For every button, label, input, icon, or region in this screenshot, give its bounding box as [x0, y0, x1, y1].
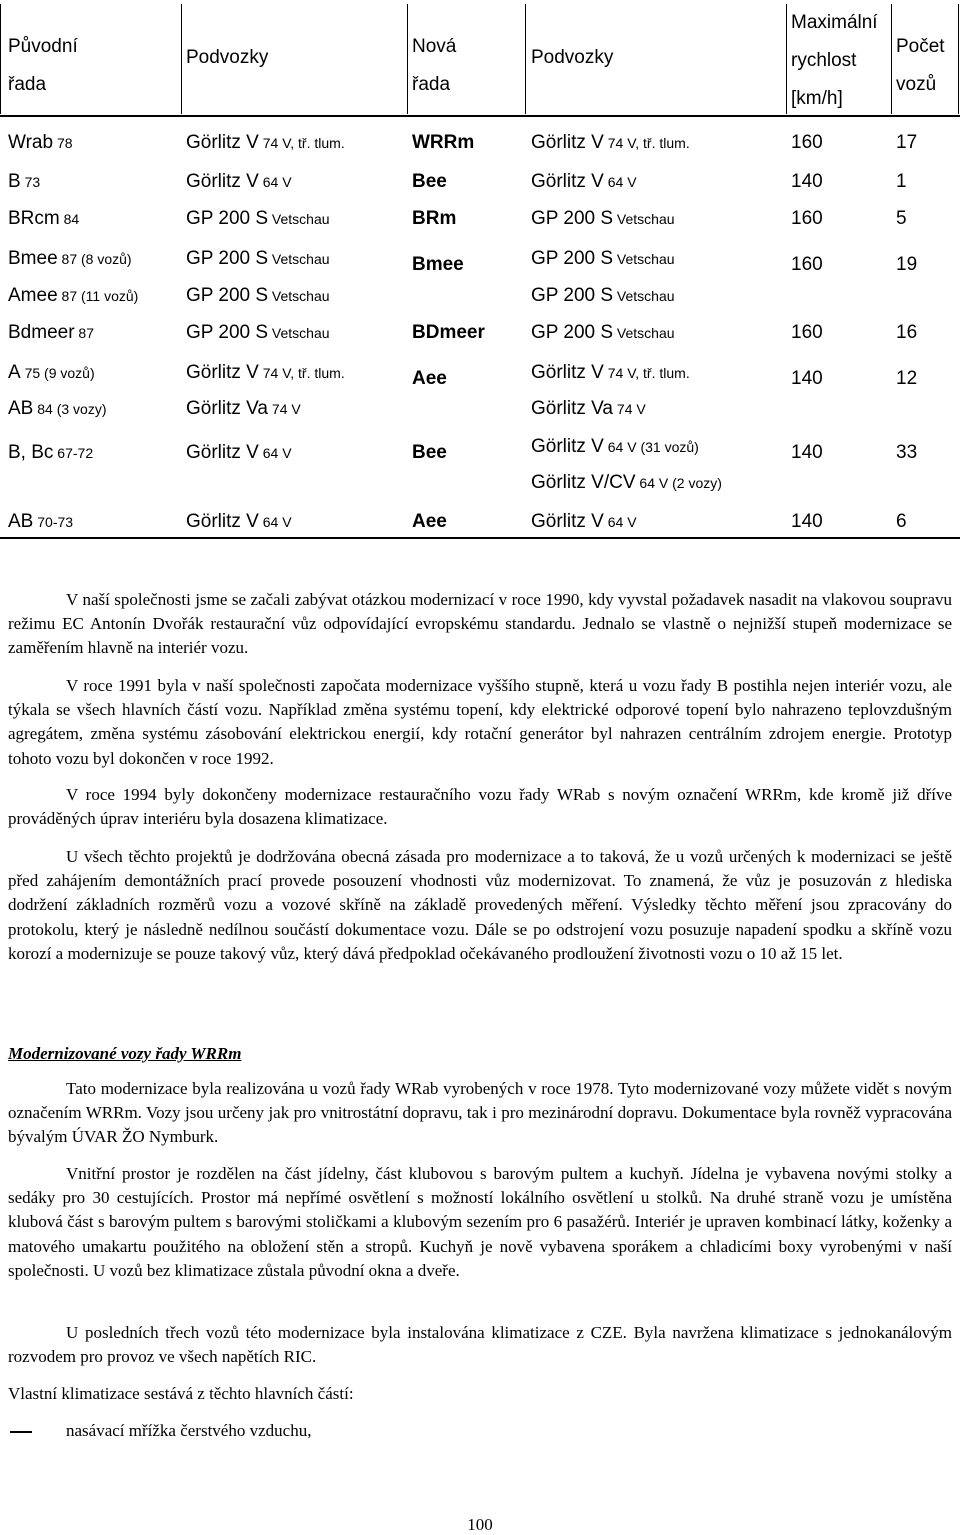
table-cell-nova-rada: Bee	[412, 442, 447, 463]
table-row: AB 70-73	[8, 511, 74, 532]
table-cell-speed: 140	[791, 442, 823, 463]
table-cell-podvozky: GP 200 S Vetschau	[531, 285, 675, 306]
paragraph: Vlastní klimatizace sestává z těchto hlavních částí:	[8, 1384, 354, 1403]
table-row-line-2: AB 84 (3 vozy)	[8, 398, 107, 419]
table-cell-podvozky: Görlitz Va 74 V	[531, 398, 646, 419]
table-cell-count: 19	[896, 254, 918, 275]
table-cell-count: 16	[896, 322, 918, 343]
table-cell-podvozky: GP 200 S Vetschau	[186, 285, 330, 306]
table-cell-nova-rada: BRm	[412, 208, 457, 229]
table-cell-podvozky: Görlitz V/CV 64 V (2 vozy)	[531, 472, 722, 493]
table-cell-podvozky: GP 200 S Vetschau	[186, 248, 330, 269]
table-cell-count: 12	[896, 368, 918, 389]
table-cell-nova-rada: Bmee	[412, 254, 464, 275]
table-cell-podvozky: Görlitz V 64 V	[531, 511, 637, 532]
table-cell-count: 17	[896, 132, 918, 153]
table-cell-speed: 140	[791, 171, 823, 192]
table-row: Bdmeer 87	[8, 322, 94, 343]
table-row: Wrab 78	[8, 132, 73, 153]
list-item: nasávací mřížka čerstvého vzduchu,	[8, 1419, 311, 1443]
page-number: 100	[467, 1515, 493, 1534]
table-cell-speed: 140	[791, 368, 823, 389]
table-row: Bmee 87 (8 vozů)	[8, 248, 132, 269]
table-cell-speed: 160	[791, 132, 823, 153]
table-cell-count: 5	[896, 208, 907, 229]
table-cell-speed: 140	[791, 511, 823, 532]
table-cell-podvozky: GP 200 S Vetschau	[531, 248, 675, 269]
table-cell-speed: 160	[791, 322, 823, 343]
table-cell-podvozky: Görlitz V 64 V	[186, 442, 292, 463]
table-cell-count: 1	[896, 171, 907, 192]
table-cell-podvozky: Görlitz V 74 V, tř. tlum.	[186, 362, 345, 383]
dash-bullet-icon	[10, 1431, 32, 1433]
table-cell-nova-rada: Aee	[412, 368, 447, 389]
table-cell-nova-rada: BDmeer	[412, 322, 485, 343]
table-cell-podvozky: Görlitz V 74 V, tř. tlum.	[531, 362, 690, 383]
table-cell-podvozky: Görlitz V 64 V	[531, 171, 637, 192]
table-cell-podvozky: Görlitz V 74 V, tř. tlum.	[531, 132, 690, 153]
table-cell-speed: 160	[791, 254, 823, 275]
table-row: A 75 (9 vozů)	[8, 362, 95, 383]
table-cell-nova-rada: WRRm	[412, 132, 475, 153]
paragraph: Tato modernizace byla realizována u vozů řady WRab vyrobených v roce 1978. Tyto modernizované vozy můžete vidět s novým označením WRRm. Vozy jsou určeny jak pro vnitrostátní dopravu, tak i pro mezinárodní dopravu. Dokumentace byla rovněž vypracována bývalým ÚVAR ŽO Nymburk.	[8, 1079, 952, 1147]
table-cell-podvozky: GP 200 S Vetschau	[186, 322, 330, 343]
paragraph: V roce 1994 byly dokončeny modernizace restauračního vozu řady WRab s novým označení WRRm, kde kromě již dříve prováděných úprav interiéru byla dosazena klimatizace.	[8, 785, 952, 829]
paragraph: U všech těchto projektů je dodržována obecná zásada pro modernizace a to taková, že u vozů určených k modernizaci se ještě před zahájením demontážních prací provede posouzení vhodnosti vůz modernizovat. To znamená, že vůz je posuzován z hlediska dodržení základních rozměrů vozu a vozové skříně na základě provedených měření. Výsledky těchto měření jsou zpracovány do protokolu, který je následně nedílnou součástí dokumentace vozu. Dále se po odstrojení vozu posuzuje napadení spodku a skříně vozu korozí a modernizuje se pouze takový vůz, který dává předpoklad očekávaného prodloužení životnosti vozu o 10 až 15 let.	[8, 847, 952, 963]
table-cell-podvozky: Görlitz V 64 V	[186, 171, 292, 192]
paragraph: V roce 1991 byla v naší společnosti započata modernizace vyššího stupně, která u vozu řady B postihla nejen interiér vozu, ale týkala se všech hlavních částí vozu. Například změna systému topení, kdy elektrické odporové topení bylo nahrazeno teplovzdušným agregátem, změna systému zásobování elektrickou energií, kdy rotační generátor byl nahrazen centrálním zdrojem energie. Prototyp tohoto vozu byl dokončen v roce 1992.	[8, 676, 952, 768]
table-cell-podvozky: Görlitz V 64 V (31 vozů)	[531, 436, 699, 457]
section-heading: Modernizované vozy řady WRRm	[8, 1044, 242, 1063]
table-cell-nova-rada: Aee	[412, 511, 447, 532]
paragraph: V naší společnosti jsme se začali zabývat otázkou modernizací v roce 1990, kdy vyvstal požadavek nasadit na vlakovou soupravu režimu EC Antonín Dvořák restaurační vůz odpovídající evropskému standardu. Jednalo se vlastně o nejnižší stupeň modernizace se zaměřením hlavně na interiér vozu.	[8, 590, 952, 658]
table-cell-count: 33	[896, 442, 918, 463]
table-cell-podvozky: GP 200 S Vetschau	[531, 322, 675, 343]
table-cell-podvozky: Görlitz Va 74 V	[186, 398, 301, 419]
table-row-line-2: Amee 87 (11 vozů)	[8, 285, 139, 306]
table-cell-podvozky: Görlitz V 64 V	[186, 511, 292, 532]
header-podvozky-1: Podvozky	[186, 47, 269, 68]
table-row: BRcm 84	[8, 208, 80, 229]
table-cell-podvozky: GP 200 S Vetschau	[186, 208, 330, 229]
header-podvozky-2: Podvozky	[531, 47, 614, 68]
header-pocet-vozu: Počet vozů	[896, 36, 945, 95]
table-cell-speed: 160	[791, 208, 823, 229]
paragraph: U posledních třech vozů této modernizace byla instalována klimatizace z CZE. Byla navržena klimatizace s jednokanálovým rozvodem pro provoz ve všech napětích RIC.	[8, 1323, 952, 1367]
table-cell-podvozky: GP 200 S Vetschau	[531, 208, 675, 229]
header-max-rychlost: Maximální rychlost [km/h]	[791, 12, 878, 109]
table-row: B 73	[8, 171, 41, 192]
paragraph: Vnitřní prostor je rozdělen na část jídelny, část klubovou s barovým pultem a kuchyň. Jídelna je vybavena novými stolky a sedáky pro 30 cestujících. Prostor má nepřímé osvětlení s možností lokálního osvětlení u stolků. Na druhé straně vozu je umístěna klubová část s barovým pultem s barovými stoličkami a klubovým sezením pro 6 pasažérů. Interiér je upraven kombinací látky, koženky a matového umakartu použitého na obložení stěn a stropů. Kuchyň je nově vybavena sporákem a chladicími boxy vyrobenými v naší společnosti. U vozů bez klimatizace zůstala původní okna a dveře.	[8, 1164, 952, 1280]
table-cell-podvozky: Görlitz V 74 V, tř. tlum.	[186, 132, 345, 153]
table-row: B, Bc 67-72	[8, 442, 94, 463]
table-cell-nova-rada: Bee	[412, 171, 447, 192]
header-puvodni-rada: Původní řada	[8, 36, 78, 95]
table-cell-count: 6	[896, 511, 907, 532]
header-nova-rada: Nová řada	[412, 36, 457, 95]
